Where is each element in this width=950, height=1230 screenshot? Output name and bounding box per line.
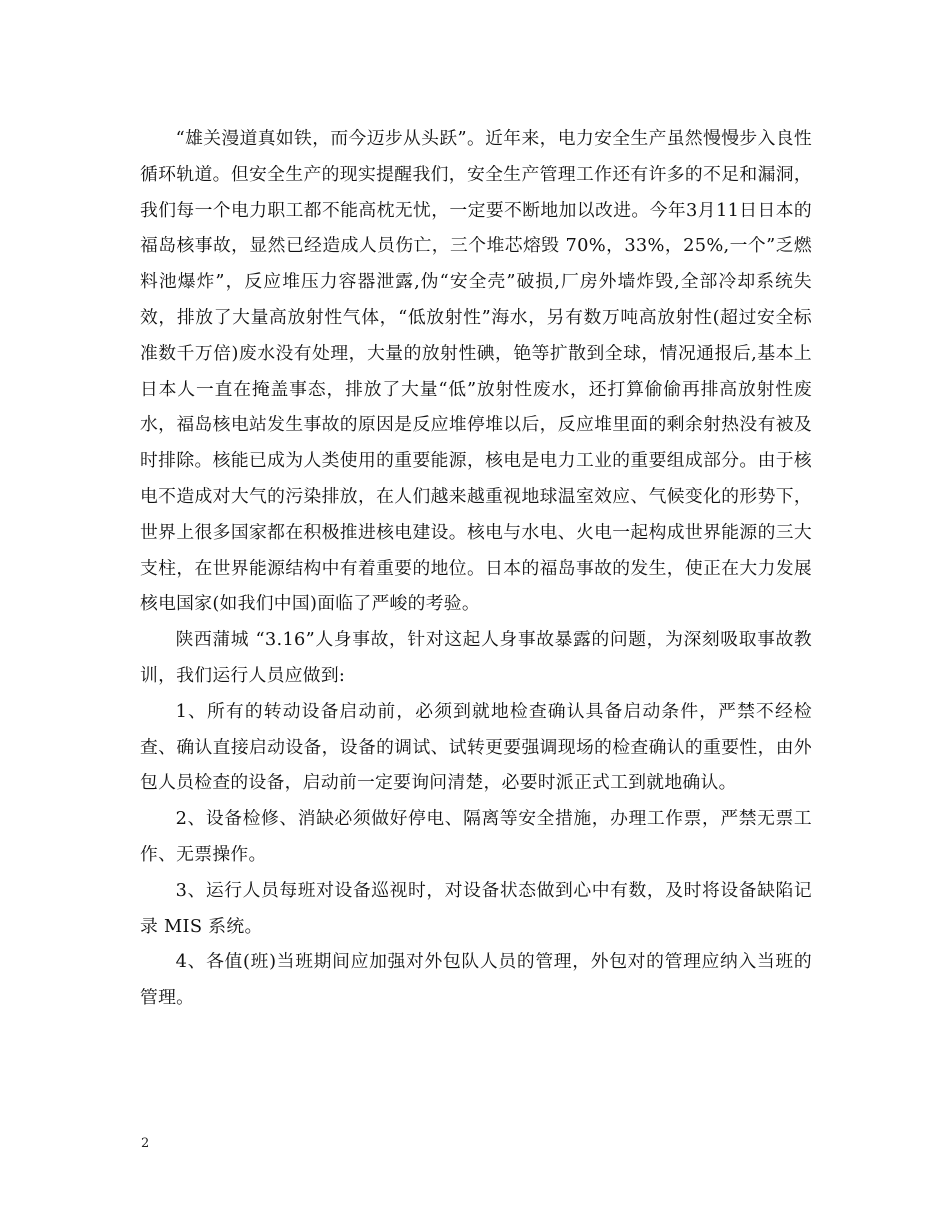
document-body (140, 121, 812, 1016)
paragraph-fukushima-incident: “雄关漫道真如铁，而今迈步从头跃”。近年来，电力安全生产虽然慢慢步入良性循环轨道。但安全生产的现实提醒我们，安全生产管理工作还有许多的不足和漏洞，我们每一个电力职工都不能高枕无忧，一定要不断地加以改进。今年3月11日日本的福岛核事故，显然已经造成人员伤亡，三个堆芯熔毁 70%，33%，25%,一个”乏燃料池爆炸”，反应堆压力容器泄露,伪“安全壳”破损,厂房外墙炸毁,全部冷却系统失效，排放了大量高放射性气体，“低放射性”海水，另有数万吨高放射性(超过安全标准数千万倍)废水没有处理，大量的放射性碘，铯等扩散到全球，情况通报后,基本上日本人一直在掩盖事态，排放了大量“低”放射性废水，还打算偷偷再排高放射性废水，福岛核电站发生事故的原因是反应堆停堆以后，反应堆里面的剩余射热没有被及时排除。核能已成为人类使用的重要能源，核电是电力工业的重要组成部分。由于核电不造成对大气的污染排放，在人们越来越重视地球温室效应、气候变化的形势下，世界上很多国家都在积极推进核电建设。核电与水电、火电一起构成世界能源的三大支柱，在世界能源结构中有着重要的地位。日本的福岛事故的发生，使正在大力发展核电国家(如我们中国)面临了严峻的考验。 (140, 128, 812, 615)
paragraph-rule-4: 4、各值(班)当班期间应加强对外包队人员的管理，外包对的管理应纳入当班的管理。 (140, 951, 812, 1009)
paragraph-rule-2: 2、设备检修、消缺必须做好停电、隔离等安全措施，办理工作票，严禁无票工作、无票操作。 (140, 808, 812, 865)
page-number: 2 (141, 1136, 150, 1151)
paragraph-pucheng-accident: 陕西蒲城 “3.16”人身事故，针对这起人身事故暴露的问题，为深刻吸取事故教训，我们运行人员应做到: (140, 629, 812, 686)
paragraph-rule-1: 1、所有的转动设备启动前，必须到就地检查确认具备启动条件，严禁不经检查、确认直接启动设备，设备的调试、试转更要强调现场的检查确认的重要性，由外包人员检查的设备，启动前一定要询问清楚，必要时派正式工到就地确认。 (140, 700, 812, 794)
paragraph-rule-3: 3、运行人员每班对设备巡视时，对设备状态做到心中有数，及时将设备缺陷记录 MIS 系统。 (140, 879, 812, 937)
